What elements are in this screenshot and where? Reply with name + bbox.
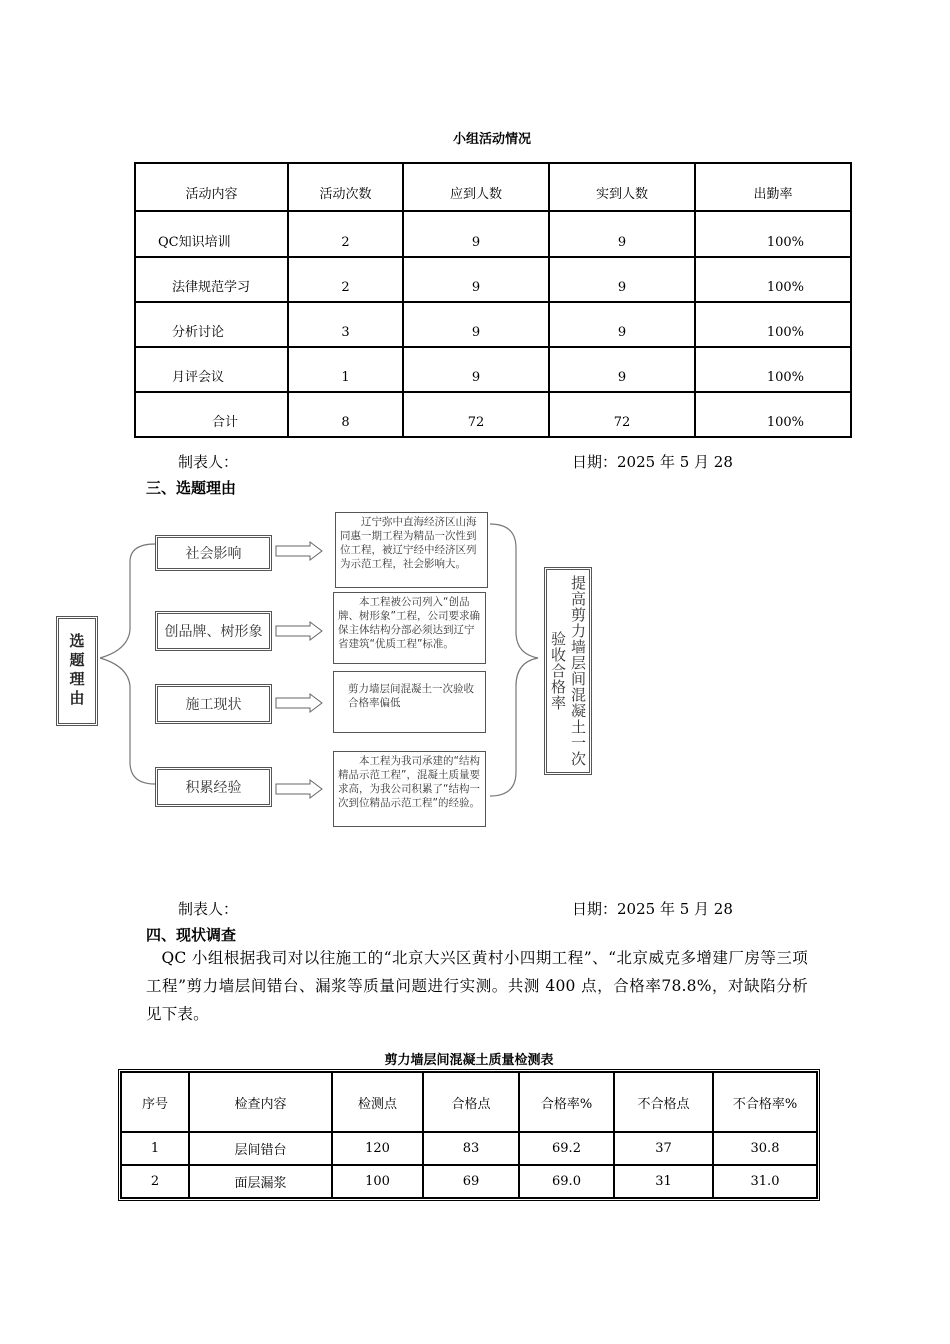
detection-table [118, 1069, 820, 1201]
table-cell: 2 [288, 257, 403, 302]
survey-paragraph: QC 小组根据我司对以往施工的“北京大兴区黄村小四期工程”、“北京威克多增建厂房等三项工程”剪力墙层间错台、漏浆等质量问题进行实测。共测 400 点，合格率78.8%，对缺陷分析见下表。 [146, 949, 808, 1023]
table-cell: QC知识培训 [135, 211, 288, 256]
table-row [135, 302, 851, 347]
header-cell: 不合格率% [713, 1072, 817, 1132]
reason-node-status: 施工现状 [155, 684, 272, 724]
table-cell: 9 [403, 257, 549, 302]
table-cell: 30.8 [713, 1132, 817, 1165]
goal-node: 提高剪力墙层间混凝土一次验收合格率 [544, 567, 592, 775]
table-cell: 2 [288, 211, 403, 256]
table-cell: 100% [695, 347, 851, 392]
table-header-row [121, 1072, 817, 1132]
table-row-total [135, 392, 851, 437]
section-heading: 三、选题理由 [146, 479, 237, 497]
table-cell: 37 [614, 1132, 713, 1165]
header-cell: 活动内容 [135, 163, 288, 211]
table-row [135, 211, 851, 256]
table-header-row [135, 163, 851, 211]
header-cell: 应到人数 [403, 163, 549, 211]
table-row [121, 1132, 817, 1165]
table-cell: 3 [288, 302, 403, 347]
table-cell: 100% [695, 257, 851, 302]
table-cell: 69 [423, 1165, 519, 1198]
table-cell: 2 [121, 1165, 189, 1198]
table-cell: 31.0 [713, 1165, 817, 1198]
reason-detail-status: 剪力墙层间混凝土一次验收合格率偏低 [333, 671, 486, 733]
section-heading: 四、现状调查 [146, 926, 237, 944]
table-cell: 120 [332, 1132, 423, 1165]
header-cell: 合格率% [519, 1072, 614, 1132]
reason-node-experience: 积累经验 [155, 767, 272, 807]
table-cell: 9 [403, 302, 549, 347]
reason-detail-social: 辽宁弥中直海经济区山海同惠一期工程为精品一次性到位工程，被辽宁经中经济区列为示范工程，社会影响大。 [335, 512, 488, 588]
table-cell: 1 [121, 1132, 189, 1165]
table-row [135, 257, 851, 302]
table-cell: 9 [549, 302, 695, 347]
table-cell: 月评会议 [135, 347, 288, 392]
header-cell: 实到人数 [549, 163, 695, 211]
activity-caption: 小组活动情况 [452, 132, 531, 147]
table-date: 日期：2025 年 5 月 28 [572, 453, 733, 471]
header-cell: 不合格点 [614, 1072, 713, 1132]
reason-node-brand: 创品牌、树形象 [155, 611, 272, 651]
header-cell: 合格点 [423, 1072, 519, 1132]
reason-detail-brand: 本工程被公司列入“创品牌、树形象”工程，公司要求确保主体结构分部必须达到辽宁省建筑“优质工程”标准。 [333, 592, 486, 664]
reason-node-social: 社会影响 [155, 535, 272, 571]
table-cell: 31 [614, 1165, 713, 1198]
table-cell: 72 [549, 392, 695, 437]
table-cell: 100% [695, 302, 851, 347]
table-row [135, 347, 851, 392]
table-cell: 1 [288, 347, 403, 392]
header-cell: 出勤率 [695, 163, 851, 211]
table-cell: 100% [695, 211, 851, 256]
table-cell: 8 [288, 392, 403, 437]
table-cell: 9 [403, 211, 549, 256]
header-cell: 检测点 [332, 1072, 423, 1132]
table-cell: 9 [549, 211, 695, 256]
root-node: 选题理由 [56, 616, 98, 726]
table-row [121, 1165, 817, 1198]
diagram-date: 日期：2025 年 5 月 28 [572, 900, 733, 918]
table-cell: 分析讨论 [135, 302, 288, 347]
table-cell: 83 [423, 1132, 519, 1165]
diagram-maker-label: 制表人： [178, 900, 239, 918]
table-cell: 9 [549, 257, 695, 302]
table-cell: 9 [403, 347, 549, 392]
table-cell: 合计 [135, 392, 288, 437]
table-maker-label: 制表人： [178, 453, 239, 471]
table-cell: 69.0 [519, 1165, 614, 1198]
table-cell: 72 [403, 392, 549, 437]
reason-detail-experience: 本工程为我司承建的“结构精品示范工程”，混凝土质量要求高，为我公司积累了“结构一次到位精品示范工程”的经验。 [333, 751, 486, 827]
activity-table [134, 162, 852, 438]
detection-caption: 剪力墙层间混凝土质量检测表 [384, 1053, 554, 1068]
header-cell: 序号 [121, 1072, 189, 1132]
header-cell: 检查内容 [189, 1072, 332, 1132]
table-cell: 法律规范学习 [135, 257, 288, 302]
table-cell: 层间错台 [189, 1132, 332, 1165]
table-cell: 100 [332, 1165, 423, 1198]
header-cell: 活动次数 [288, 163, 403, 211]
table-cell: 面层漏浆 [189, 1165, 332, 1198]
table-cell: 100% [695, 392, 851, 437]
table-cell: 9 [549, 347, 695, 392]
table-cell: 69.2 [519, 1132, 614, 1165]
